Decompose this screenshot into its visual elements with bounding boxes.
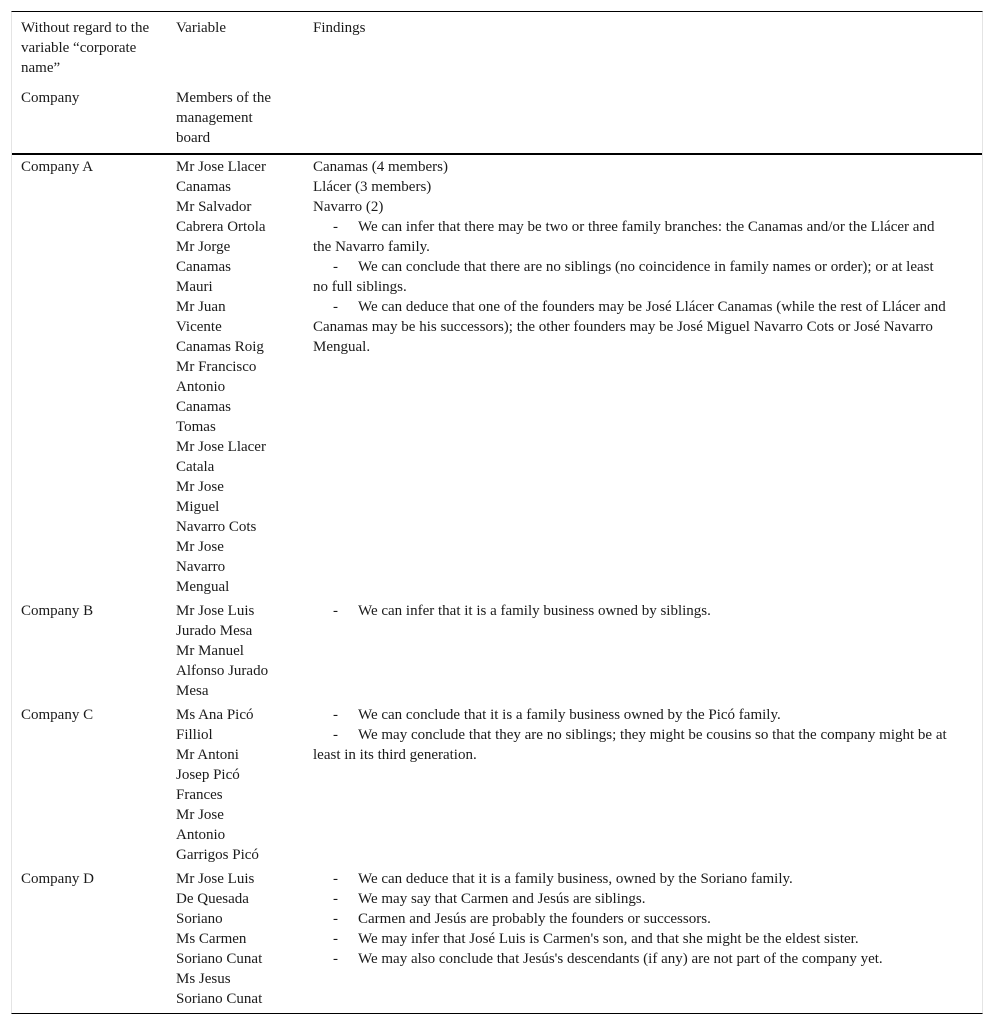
finding-bullet <box>313 929 952 949</box>
board-members-cell <box>167 703 304 867</box>
board-member-line: Garrigos Picó <box>176 847 259 863</box>
finding-bullet <box>313 869 952 889</box>
board-member-line: Ms Jesus <box>176 971 231 987</box>
header-empty-cell <box>304 84 982 154</box>
board-member-line: Tomas <box>176 419 216 435</box>
board-member-line: Cabrera Ortola <box>176 219 266 235</box>
finding-bullet <box>313 601 952 621</box>
family-count-line: Llácer (3 members) <box>313 179 432 195</box>
board-member-line: Canamas <box>176 399 231 415</box>
bullet-dash: - <box>333 603 338 619</box>
header-variable: Variable <box>176 20 226 36</box>
finding-text: We can conclude that there are no siblings (no coincidence in family names or order); or at least no full siblings. <box>313 259 934 295</box>
bullet-dash: - <box>333 219 338 235</box>
board-member-line: Catala <box>176 459 215 475</box>
board-member-line: Canamas <box>176 259 231 275</box>
finding-text: We can deduce that it is a family business, owned by the Soriano family. <box>358 871 793 887</box>
family-count-line: Canamas (4 members) <box>313 159 448 175</box>
finding-text: Carmen and Jesús are probably the founders or successors. <box>358 911 711 927</box>
board-member-line: Antonio <box>176 827 226 843</box>
board-member-line: Mr Jorge <box>176 239 231 255</box>
board-member-line: Navarro Cots <box>176 519 257 535</box>
bullet-dash: - <box>333 871 338 887</box>
findings-cell <box>304 703 982 867</box>
finding-bullet <box>313 217 952 257</box>
bullet-dash: - <box>333 931 338 947</box>
board-member-line: De Quesada <box>176 891 249 907</box>
board-member-line: Canamas <box>176 179 231 195</box>
bullet-dash: - <box>333 299 338 315</box>
header-line: board <box>176 130 211 146</box>
board-member-line: Ms Ana Picó <box>176 707 254 723</box>
board-member-line: Mr Jose <box>176 479 224 495</box>
board-member-line: Mr Jose Luis <box>176 871 255 887</box>
finding-bullet <box>313 889 952 909</box>
board-member-line: Mr Francisco <box>176 359 257 375</box>
board-member-line: Vicente <box>176 319 222 335</box>
header-row-1 <box>12 12 982 84</box>
finding-bullet <box>313 909 952 929</box>
header-line: variable “corporate <box>21 40 137 56</box>
finding-text: We can deduce that one of the founders may be José Llácer Canamas (while the rest of Llácer and Canamas may be his successors); the other founders may be José Miguel Navarro Cots or José Navarro Mengual. <box>313 299 946 355</box>
finding-text: We can infer that there may be two or three family branches: the Canamas and/or the Llácer and the Navarro family. <box>313 219 935 255</box>
board-member-line: Miguel <box>176 499 220 515</box>
board-members-cell <box>167 867 304 1013</box>
header-line: name” <box>21 60 61 76</box>
company-name-cell: Company A <box>21 159 94 175</box>
company-name-cell: Company B <box>21 603 94 619</box>
header-without-regard <box>12 12 167 84</box>
board-member-line: Ms Carmen <box>176 931 247 947</box>
board-member-line: Mauri <box>176 279 213 295</box>
table-row <box>12 154 982 599</box>
board-member-line: Filliol <box>176 727 213 743</box>
finding-text: We may conclude that they are no siblings; they might be cousins so that the company might be at least in its third generation. <box>313 727 947 763</box>
company-name-cell: Company C <box>21 707 94 723</box>
board-member-line: Soriano <box>176 911 223 927</box>
finding-bullet <box>313 257 952 297</box>
board-member-line: Mengual <box>176 579 230 595</box>
board-member-line: Mr Jose Llacer <box>176 159 266 175</box>
findings-cell <box>304 599 982 703</box>
findings-cell <box>304 867 982 1013</box>
finding-text: We can infer that it is a family business owned by siblings. <box>358 603 711 619</box>
header-row-2 <box>12 84 982 154</box>
bullet-dash: - <box>333 951 338 967</box>
board-member-line: Mr Antoni <box>176 747 239 763</box>
board-member-line: Navarro <box>176 559 226 575</box>
board-member-line: Alfonso Jurado <box>176 663 269 679</box>
header-company: Company <box>12 84 167 154</box>
bullet-dash: - <box>333 891 338 907</box>
table-row <box>12 599 982 703</box>
board-member-line: Mr Manuel <box>176 643 244 659</box>
family-count-line: Navarro (2) <box>313 199 384 215</box>
board-member-line: Mr Juan <box>176 299 226 315</box>
board-members-cell <box>167 599 304 703</box>
company-name-cell: Company D <box>21 871 94 887</box>
board-member-line: Josep Picó <box>176 767 240 783</box>
header-findings: Findings <box>313 20 366 36</box>
board-member-line: Jurado Mesa <box>176 623 253 639</box>
bullet-dash: - <box>333 727 338 743</box>
bullet-dash: - <box>333 911 338 927</box>
finding-text: We may also conclude that Jesús's descendants (if any) are not part of the company yet. <box>358 951 883 967</box>
finding-bullet <box>313 705 952 725</box>
bullet-dash: - <box>333 259 338 275</box>
header-line: Members of the <box>176 90 271 106</box>
bullet-dash: - <box>333 707 338 723</box>
findings-cell <box>304 154 982 599</box>
table-row <box>12 703 982 867</box>
finding-bullet <box>313 949 952 969</box>
table-body <box>12 154 982 1013</box>
board-member-line: Canamas Roig <box>176 339 264 355</box>
board-member-line: Soriano Cunat <box>176 951 263 967</box>
table-row <box>12 867 982 1013</box>
board-member-line: Antonio <box>176 379 226 395</box>
board-member-line: Soriano Cunat <box>176 991 263 1007</box>
findings-table <box>12 12 982 1013</box>
board-members-cell <box>167 154 304 599</box>
finding-text: We may infer that José Luis is Carmen's son, and that she might be the eldest sister. <box>358 931 859 947</box>
board-member-line: Mesa <box>176 683 209 699</box>
board-member-line: Mr Jose Llacer <box>176 439 266 455</box>
findings-table-container <box>11 11 983 1014</box>
board-member-line: Mr Jose <box>176 539 224 555</box>
board-member-line: Frances <box>176 787 223 803</box>
finding-text: We can conclude that it is a family business owned by the Picó family. <box>358 707 781 723</box>
board-member-line: Mr Jose Luis <box>176 603 255 619</box>
header-line: Without regard to the <box>21 20 150 36</box>
finding-bullet <box>313 297 952 357</box>
header-line: management <box>176 110 253 126</box>
finding-text: We may say that Carmen and Jesús are siblings. <box>358 891 646 907</box>
board-member-line: Mr Salvador <box>176 199 252 215</box>
finding-bullet <box>313 725 952 765</box>
board-member-line: Mr Jose <box>176 807 224 823</box>
header-board-members <box>167 84 304 154</box>
